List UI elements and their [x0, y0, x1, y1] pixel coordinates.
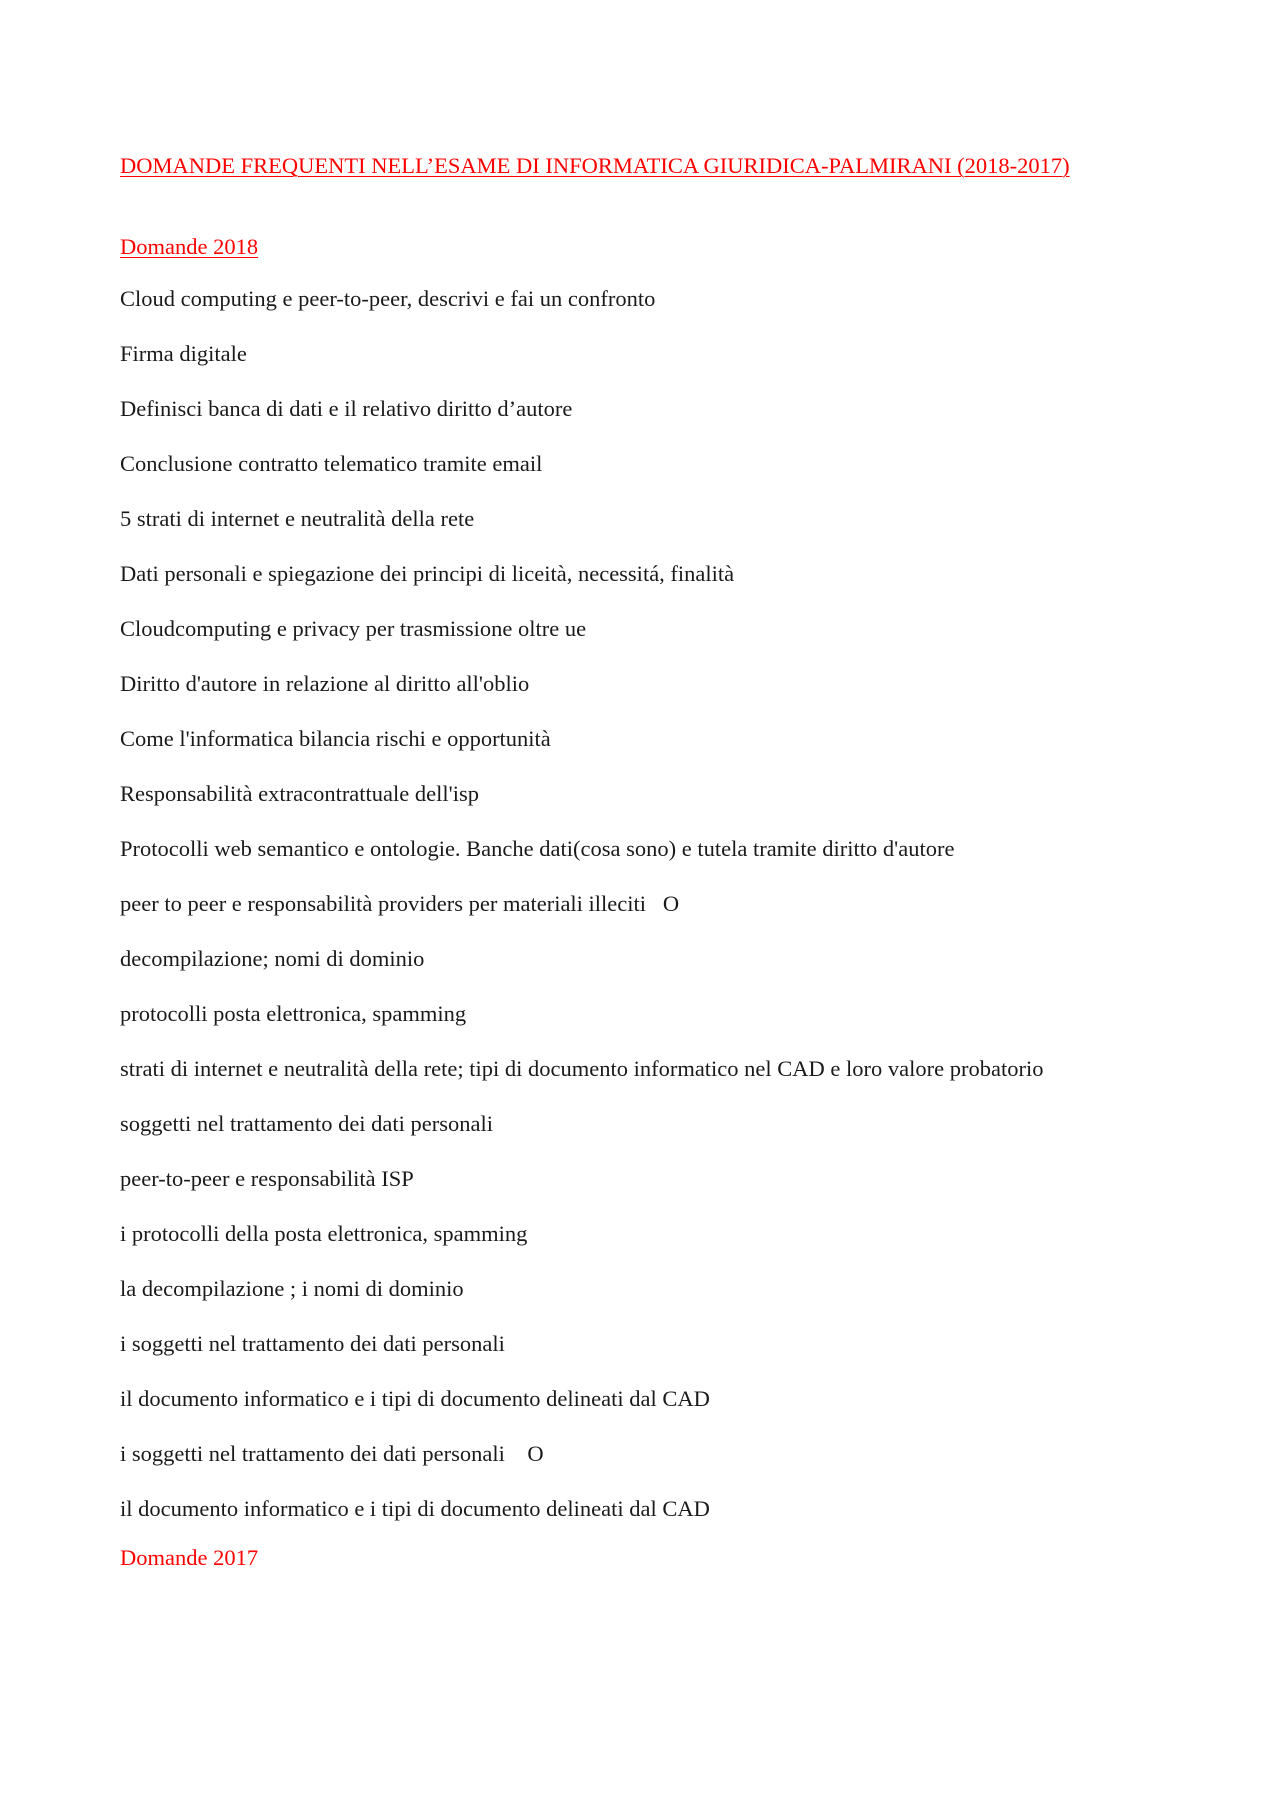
list-item: il documento informatico e i tipi di documento delineati dal CAD	[120, 1386, 710, 1411]
list-item: i protocolli della posta elettronica, spamming	[120, 1221, 528, 1246]
list-item: la decompilazione ; i nomi di dominio	[120, 1276, 464, 1301]
list-item: 5 strati di internet e neutralità della rete	[120, 506, 475, 531]
document-page	[120, 152, 1100, 1571]
list-item: peer-to-peer e responsabilità ISP	[120, 1166, 414, 1191]
list-item: decompilazione; nomi di dominio	[120, 946, 425, 971]
list-item: il documento informatico e i tipi di documento delineati dal CAD	[120, 1496, 710, 1521]
list-item: Responsabilità extracontrattuale dell'isp	[120, 781, 479, 806]
document-title: DOMANDE FREQUENTI NELL’ESAME DI INFORMATICA GIURIDICA-PALMIRANI (2018-2017)	[120, 153, 1070, 178]
list-item: Cloudcomputing e privacy per trasmissione oltre ue	[120, 616, 587, 641]
section-heading-2017: Domande 2017	[120, 1545, 259, 1570]
list-item: protocolli posta elettronica, spamming	[120, 1001, 467, 1026]
list-item: Come l'informatica bilancia rischi e opportunità	[120, 726, 551, 751]
list-item: i soggetti nel trattamento dei dati personali	[120, 1331, 505, 1356]
list-item: Protocolli web semantico e ontologie. Banche dati(cosa sono) e tutela tramite diritto d'autore	[120, 836, 955, 861]
list-item: Firma digitale	[120, 341, 247, 366]
questions-list-2018	[120, 285, 1100, 1522]
list-item: Cloud computing e peer-to-peer, descrivi e fai un confronto	[120, 286, 656, 311]
list-item: peer to peer e responsabilità providers per materiali illeciti O	[120, 891, 680, 916]
list-item: strati di internet e neutralità della rete; tipi di documento informatico nel CAD e loro valore probatorio	[120, 1056, 1044, 1081]
list-item: Dati personali e spiegazione dei principi di liceità, necessitá, finalità	[120, 561, 735, 586]
list-item: Conclusione contratto telematico tramite email	[120, 451, 543, 476]
list-item: i soggetti nel trattamento dei dati personali O	[120, 1441, 544, 1466]
section-heading-2018: Domande 2018	[120, 234, 259, 259]
list-item: Definisci banca di dati e il relativo diritto d’autore	[120, 396, 573, 421]
list-item: Diritto d'autore in relazione al diritto all'oblio	[120, 671, 530, 696]
list-item: soggetti nel trattamento dei dati personali	[120, 1111, 494, 1136]
